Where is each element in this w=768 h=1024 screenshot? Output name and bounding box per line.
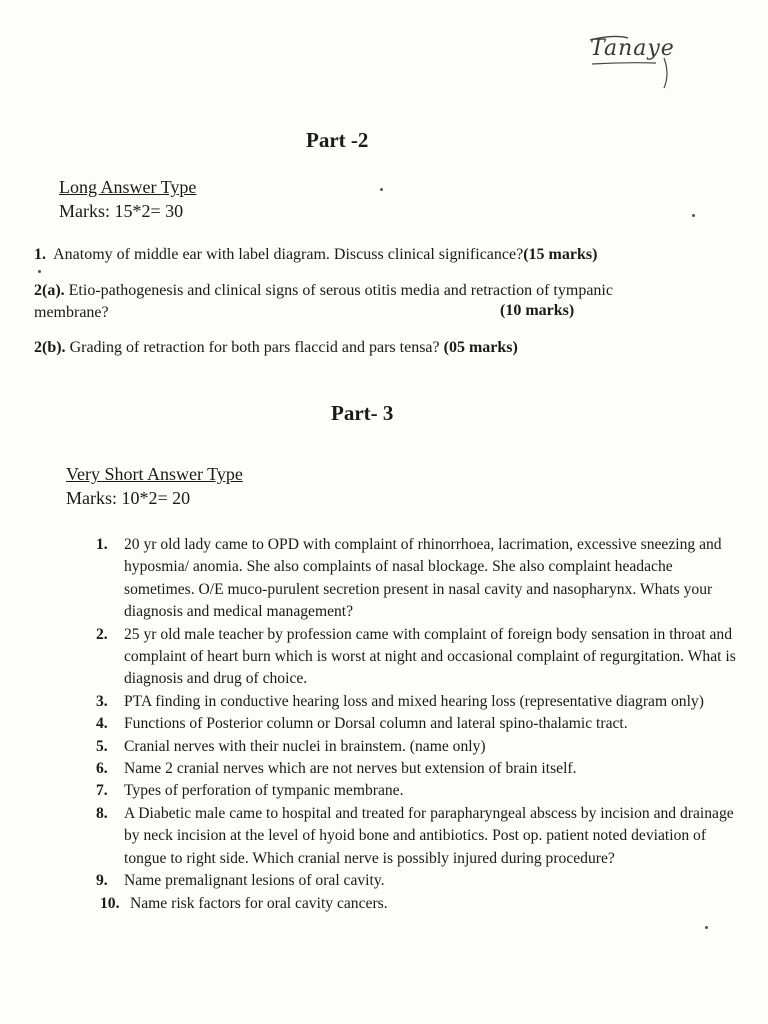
- question-number: 2.: [96, 625, 108, 643]
- question-number: 4.: [96, 715, 108, 733]
- list-item: [96, 758, 736, 780]
- question-text: PTA finding in conductive hearing loss and mixed hearing loss (representative diagram only): [124, 692, 704, 710]
- question-text: Name premalignant lesions of oral cavity.: [124, 872, 385, 890]
- question-text: Name risk factors for oral cavity cancers.: [130, 894, 388, 912]
- question-number: 1.: [96, 536, 108, 553]
- list-item: [96, 691, 736, 713]
- scan-speck: [705, 926, 708, 929]
- long-answer-marks: Marks: 15*2= 30: [59, 201, 184, 221]
- question-number: 2(b).: [34, 339, 66, 356]
- very-short-answer-heading: Very Short Answer Type: [66, 464, 243, 484]
- part2-question-1: [34, 244, 734, 266]
- list-item: [96, 713, 736, 735]
- question-number: 10.: [100, 894, 120, 912]
- list-item: [96, 870, 736, 892]
- question-text: Cranial nerves with their nuclei in brainstem. (name only): [124, 737, 486, 755]
- list-item: [96, 736, 736, 758]
- question-text: Grading of retraction for both pars flaccid and pars tensa?: [69, 339, 440, 356]
- list-item: [96, 780, 736, 802]
- list-item: [96, 624, 736, 691]
- question-text: Types of perforation of tympanic membrane.: [124, 782, 404, 800]
- question-2a-marks: (10 marks): [500, 302, 575, 319]
- list-item: [96, 803, 736, 870]
- question-number: 7.: [96, 782, 108, 800]
- part2-question-2a: [34, 280, 744, 324]
- signature: [584, 30, 704, 94]
- question-number: 2(a).: [34, 282, 65, 299]
- question-text: Etio-pathogenesis and clinical signs of serous otitis media and retraction of tympanic: [68, 282, 613, 299]
- scan-speck: [380, 188, 383, 191]
- question-number: 1.: [34, 246, 46, 263]
- very-short-answer-marks: Marks: 10*2= 20: [66, 488, 191, 508]
- question-text: Name 2 cranial nerves which are not nerves but extension of brain itself.: [124, 760, 577, 778]
- question-number: 3.: [96, 692, 108, 710]
- question-number: 8.: [96, 804, 108, 822]
- question-text-cont: membrane?: [34, 304, 109, 321]
- part2-question-2b: [34, 337, 734, 359]
- question-marks: (15 marks): [523, 246, 598, 263]
- part-2-title: Part -2: [306, 128, 369, 152]
- question-text: A Diabetic male came to hospital and treated for parapharyngeal abscess by incision and drainage by neck incision at the level of hyoid bone and antibiotics. Post op. patient noted deviation of tongue to right side. Which cranial nerve is possibly injured during procedure?: [124, 804, 734, 867]
- question-text: 20 yr old lady came to OPD with complaint of rhinorrhoea, lacrimation, excessive sneezing and hyposmia/ anomia. She also complaints of nasal blockage. She also complaint headache sometimes. O/E muco-purulent secretion present in nasal cavity and nasopharynx. Whats your diagnosis and medical management?: [124, 536, 722, 621]
- question-number: 5.: [96, 737, 108, 755]
- very-short-question-list: [96, 534, 736, 915]
- question-text: Functions of Posterior column or Dorsal column and lateral spino-thalamic tract.: [124, 715, 628, 733]
- list-item: [96, 534, 736, 624]
- signature-text: Tanaye: [590, 36, 675, 61]
- question-number: 9.: [96, 872, 108, 890]
- scan-speck: [38, 270, 41, 273]
- question-text: 25 yr old male teacher by profession came with complaint of foreign body sensation in throat and complaint of heart burn which is worst at night and occasional complaint of regurgitation. What is diagnosis and drug of choice.: [124, 625, 736, 688]
- question-marks: (05 marks): [443, 339, 518, 356]
- part-3-title: Part- 3: [331, 401, 394, 425]
- list-item: [96, 893, 736, 915]
- question-text: Anatomy of middle ear with label diagram. Discuss clinical significance?: [53, 246, 524, 263]
- question-number: 6.: [96, 760, 108, 778]
- scan-speck: [692, 214, 695, 217]
- long-answer-heading: Long Answer Type: [59, 177, 197, 197]
